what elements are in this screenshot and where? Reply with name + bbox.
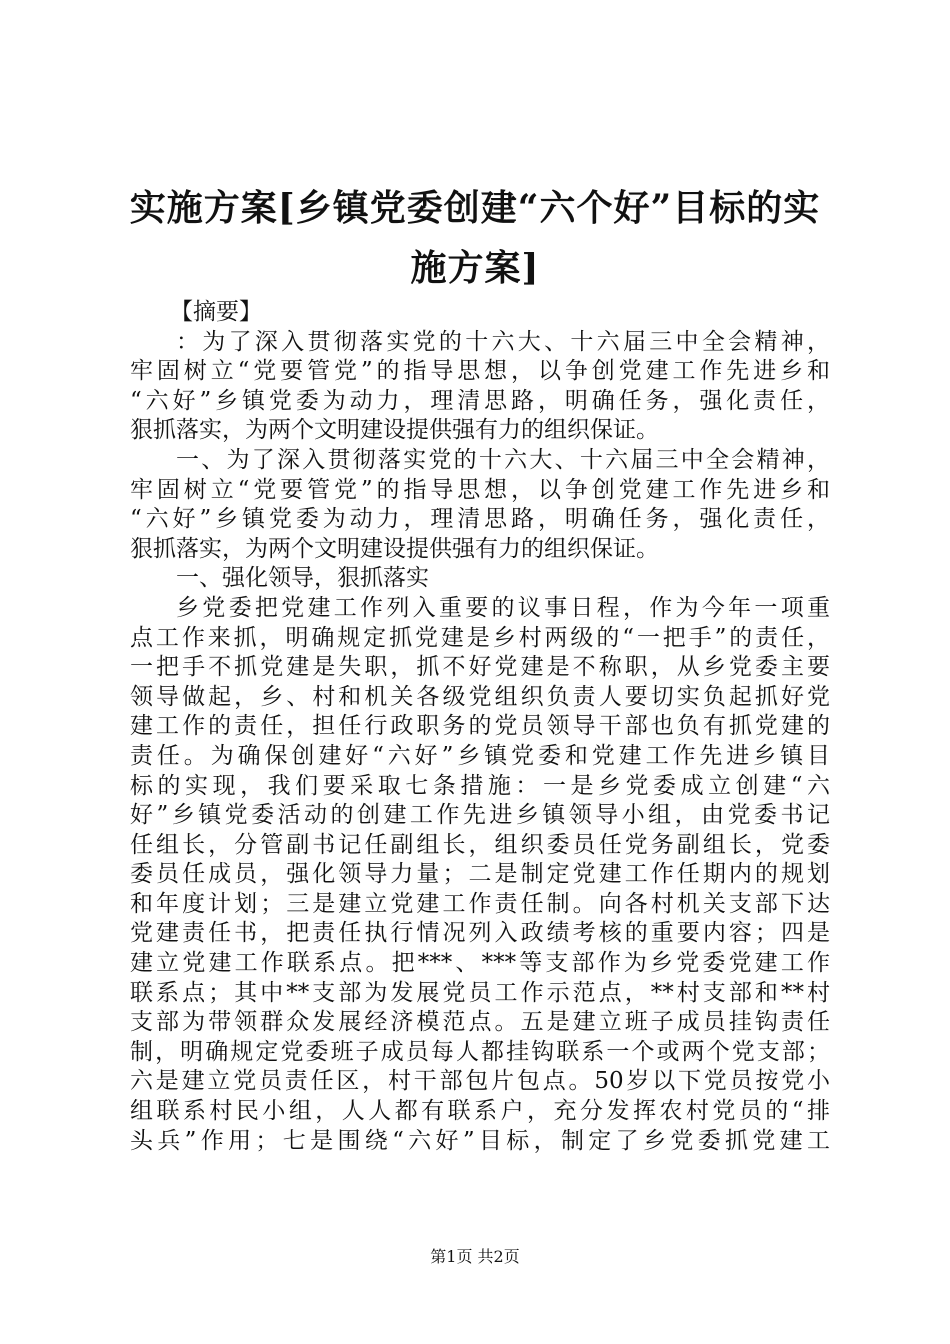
paragraph-line: 建立党建工作联系点。把***、***等支部作为乡党委党建工作 xyxy=(130,950,830,977)
paragraph-line: 和年度计划；三是建立党建工作责任制。向各村机关支部下达 xyxy=(130,890,830,917)
paragraph-line: 好”乡镇党委活动的创建工作先进乡镇领导小组，由党委书记 xyxy=(130,802,830,829)
paragraph-line: 狠抓落实，为两个文明建设提供强有力的组织保证。 xyxy=(130,535,659,562)
paragraph-line: 牢固树立“党要管党”的指导思想，以争创党建工作先进乡和 xyxy=(130,476,830,503)
paragraph-line: 乡党委把党建工作列入重要的议事日程，作为今年一项重 xyxy=(176,594,830,621)
paragraph-line: 责任。为确保创建好“六好”乡镇党委和党建工作先进乡镇目 xyxy=(130,742,830,769)
paragraph-line: 委员任成员，强化领导力量；二是制定党建工作任期内的规划 xyxy=(130,861,830,888)
abstract-heading: 【摘要】 xyxy=(170,299,262,325)
paragraph-line: 建工作的责任，担任行政职务的党员领导干部也负有抓党建的 xyxy=(130,713,830,740)
paragraph-line: 支部为带领群众发展经济模范点。五是建立班子成员挂钩责任 xyxy=(130,1009,830,1036)
paragraph-line: 点工作来抓，明确规定抓党建是乡村两级的“一把手”的责任， xyxy=(130,624,830,651)
paragraph-line: ：为了深入贯彻落实党的十六大、十六届三中全会精神， xyxy=(176,328,830,355)
paragraph-line: 领导做起，乡、村和机关各级党组织负责人要切实负起抓好党 xyxy=(130,683,830,710)
paragraph-line: 标的实现，我们要采取七条措施：一是乡党委成立创建“六 xyxy=(130,772,830,799)
paragraph-line: 一把手不抓党建是失职，抓不好党建是不称职，从乡党委主要 xyxy=(130,654,830,681)
document-body xyxy=(130,298,830,1156)
paragraph-line: 六是建立党员责任区，村干部包片包点。50岁以下党员按党小 xyxy=(130,1068,830,1095)
page-number-footer: 第1页 共2页 xyxy=(430,1247,520,1266)
paragraph-line: 联系点；其中**支部为发展党员工作示范点，**村支部和**村 xyxy=(130,979,830,1006)
paragraph-line: 头兵”作用；七是围绕“六好”目标，制定了乡党委抓党建工 xyxy=(130,1127,830,1154)
paragraph-line: 狠抓落实，为两个文明建设提供强有力的组织保证。 xyxy=(130,417,659,444)
document-title-line-1: 实施方案[乡镇党委创建“六个好”目标的实 xyxy=(129,187,821,229)
paragraph-line: 一、为了深入贯彻落实党的十六大、十六届三中全会精神， xyxy=(176,446,830,473)
document-title-line-2: 施方案] xyxy=(410,247,540,289)
paragraph-line: “六好”乡镇党委为动力，理清思路，明确任务，强化责任， xyxy=(130,387,830,414)
paragraph-line: 制，明确规定党委班子成员每人都挂钩联系一个或两个党支部； xyxy=(130,1038,830,1065)
paragraph-line: 牢固树立“党要管党”的指导思想，以争创党建工作先进乡和 xyxy=(130,358,830,385)
paragraph-line: 组联系村民小组，人人都有联系户，充分发挥农村党员的“排 xyxy=(130,1098,830,1125)
paragraph-line: “六好”乡镇党委为动力，理清思路，明确任务，强化责任， xyxy=(130,506,830,533)
section-heading: 一、强化领导，狠抓落实 xyxy=(176,565,429,592)
paragraph-line: 党建责任书，把责任执行情况列入政绩考核的重要内容；四是 xyxy=(130,920,830,947)
paragraph-line: 任组长，分管副书记任副组长，组织委员任党务副组长，党委 xyxy=(130,831,830,858)
